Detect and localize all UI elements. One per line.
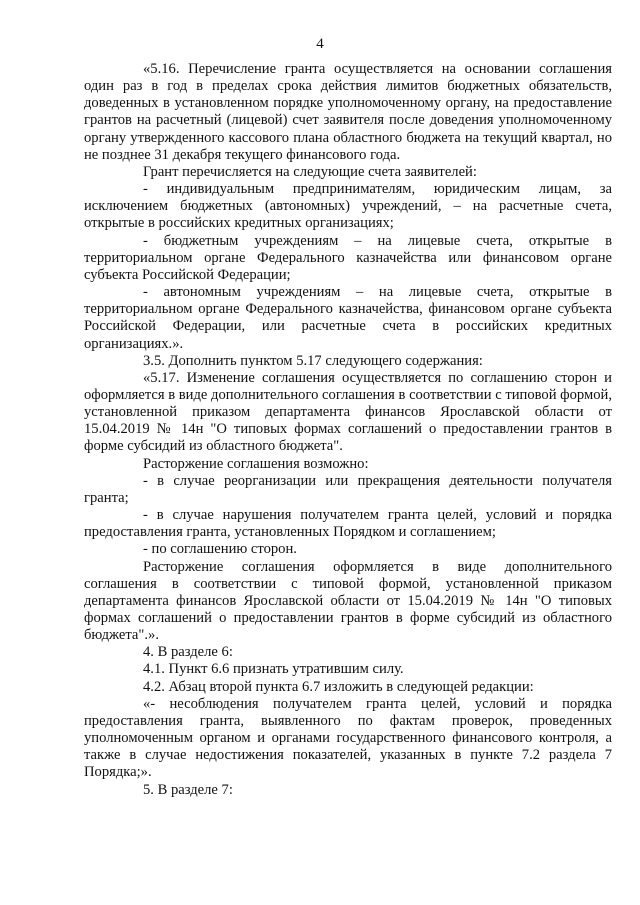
list-item-autonomous-institutions: - автономным учреждениям – на лицевые счета, открытые в территориальном органе Федерального казначейства, финансовом органе субъекта Российской Федерации, или расчетные счета в российских кредитных организациях.».: [84, 284, 612, 352]
paragraph-grant-accounts-intro: Грант перечисляется на следующие счета заявителей:: [143, 163, 477, 180]
paragraph-5-17: «5.17. Изменение соглашения осуществляется по соглашению сторон и оформляется в виде дополнительного соглашения в соответствии с типовой формой, установленной приказом департамента финансов Ярославской области от 15.04.2019 № 14н "О типовых формах соглашений о предоставлении грантов в форме субсидий из областного бюджета".: [84, 369, 612, 455]
list-item-entrepreneurs: - индивидуальным предпринимателям, юридическим лицам, за исключением бюджетных (автономных) учреждений, – на расчетные счета, открытые в российских кредитных организациях;: [84, 181, 612, 232]
list-item-budget-institutions: - бюджетным учреждениям – на лицевые счета, открытые в территориальном органе Федерального казначейства или финансовом органе субъекта Российской Федерации;: [84, 232, 612, 283]
paragraph-section-4: 4. В разделе 6:: [143, 644, 233, 661]
list-item-violation: - в случае нарушения получателем гранта целей, условий и порядка предоставления гранта, установленных Порядком и соглашением;: [84, 507, 612, 541]
paragraph-4-1: 4.1. Пункт 6.6 признать утратившим силу.: [143, 661, 404, 678]
paragraph-3-5: 3.5. Дополнить пунктом 5.17 следующего содержания:: [143, 352, 483, 369]
list-item-mutual-agreement: - по соглашению сторон.: [143, 541, 297, 558]
paragraph-termination-intro: Расторжение соглашения возможно:: [143, 455, 369, 472]
page-number: 4: [316, 36, 324, 52]
list-item-reorganization: - в случае реорганизации или прекращения деятельности получателя гранта;: [84, 472, 612, 506]
paragraph-6-7-text: «- несоблюдения получателем гранта целей, условий и порядка предоставления гранта, выявленного по фактам проверок, проведенных уполномоченным органом и органами государственного финансового контроля, а также в случае недостижения показателей, указанных в пункте 7.2 раздела 7 Порядка;».: [84, 695, 612, 781]
paragraph-4-2: 4.2. Абзац второй пункта 6.7 изложить в следующей редакции:: [143, 678, 534, 695]
document-body: [84, 61, 612, 799]
paragraph-termination-form: Расторжение соглашения оформляется в виде дополнительного соглашения в соответствии с типовой формой, установленной приказом департамента финансов Ярославской области от 15.04.2019 № 14н "О типовых формах соглашений о предоставлении грантов в форме субсидий из областного бюджета".».: [84, 558, 612, 644]
paragraph-5-16: «5.16. Перечисление гранта осуществляется на основании соглашения один раз в год в пределах срока действия лимитов бюджетных обязательств, доведенных в установленном порядке уполномоченному органу, на предоставление грантов на расчетный (лицевой) счет заявителя после доведения уполномоченному органу утвержденного кассового плана областного бюджета на текущий квартал, но не позднее 31 декабря текущего финансового года.: [84, 61, 612, 163]
paragraph-section-5: 5. В разделе 7:: [143, 781, 233, 798]
